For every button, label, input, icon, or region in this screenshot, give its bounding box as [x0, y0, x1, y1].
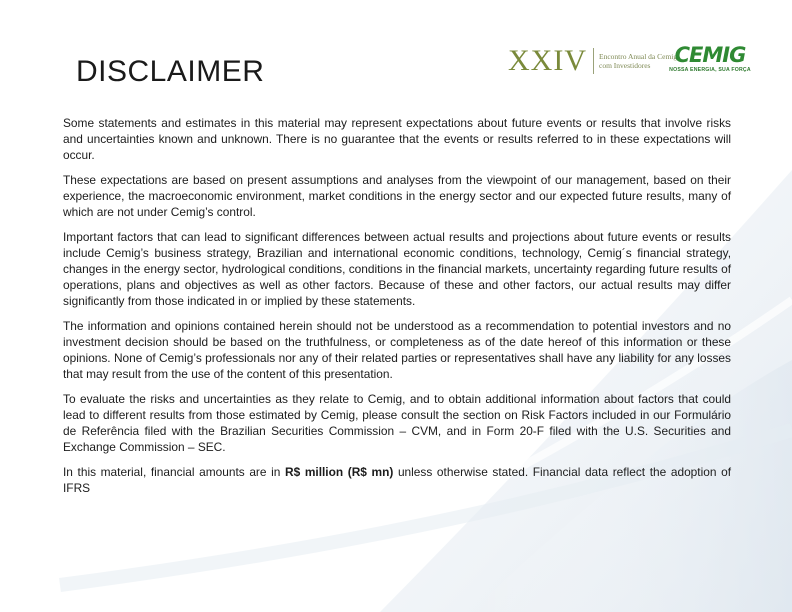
- currency-unit-note: R$ million (R$ mn): [285, 465, 394, 479]
- cemig-logo-tagline: NOSSA ENERGIA, SUA FORÇA: [669, 67, 751, 73]
- disclaimer-paragraph: Important factors that can lead to significant differences between actual results and projections about future events or results include Cemig’s business strategy, Brazilian and international economic conditions, technology, Cemig´s financial strategy, changes in the energy sector, hydrological conditions, conditions in the financial markets, uncertainty regarding future results of operations, plans and objectives as well as other factors. Because of these and other factors, our actual results may differ significantly from those indicated in or implied by these statements.: [63, 230, 731, 308]
- disclaimer-paragraph: Some statements and estimates in this material may represent expectations about future events or results that involve risks and uncertainties known and unknown. There is no guarantee that the events or results referred to in these expectations will occur.: [63, 116, 731, 162]
- financial-amounts-text-before: In this material, financial amounts are in: [63, 465, 285, 479]
- disclaimer-paragraph: These expectations are based on present assumptions and analyses from the viewpoint of our management, based on their experience, the macroeconomic environment, market conditions in the energy sector and our expected future results, many of which are not under Cemig’s control.: [63, 173, 731, 219]
- financial-amounts-text-after: unless otherwise stated. Financial data reflect the adoption of IFRS: [63, 465, 731, 495]
- cemig-logo: [668, 44, 752, 78]
- page-title: DISCLAIMER: [76, 55, 265, 88]
- event-logo-text: [599, 52, 677, 70]
- event-logo-line1: Encontro Anual da Cemig: [599, 52, 678, 61]
- event-logo: [508, 44, 677, 78]
- disclaimer-body: [63, 115, 731, 505]
- event-numeral: XXIV: [508, 44, 587, 77]
- disclaimer-paragraph: The information and opinions contained herein should not be understood as a recommendation to potential investors and no investment decision should be based on the truthfulness, or completeness as of the date hereof of this information or these opinions. None of Cemig’s professionals nor any of their related parties or representatives shall have any liability for any losses that may result from the use of the content of this presentation.: [63, 319, 731, 381]
- event-logo-line2: com Investidores: [599, 61, 651, 70]
- disclaimer-paragraph: To evaluate the risks and uncertainties as they relate to Cemig, and to obtain additional information about factors that could lead to different results from those estimated by Cemig, please consult the section on Risk Factors included in our Formulário de Referência filed with the Brazilian Securities Commission – CVM, and in Form 20-F filed with the U.S. Securities and Exchange Commission – SEC.: [63, 392, 731, 454]
- event-logo-divider: [593, 48, 594, 74]
- financial-amounts-paragraph: [63, 464, 731, 496]
- cemig-logo-wordmark: CEMIG: [674, 43, 746, 67]
